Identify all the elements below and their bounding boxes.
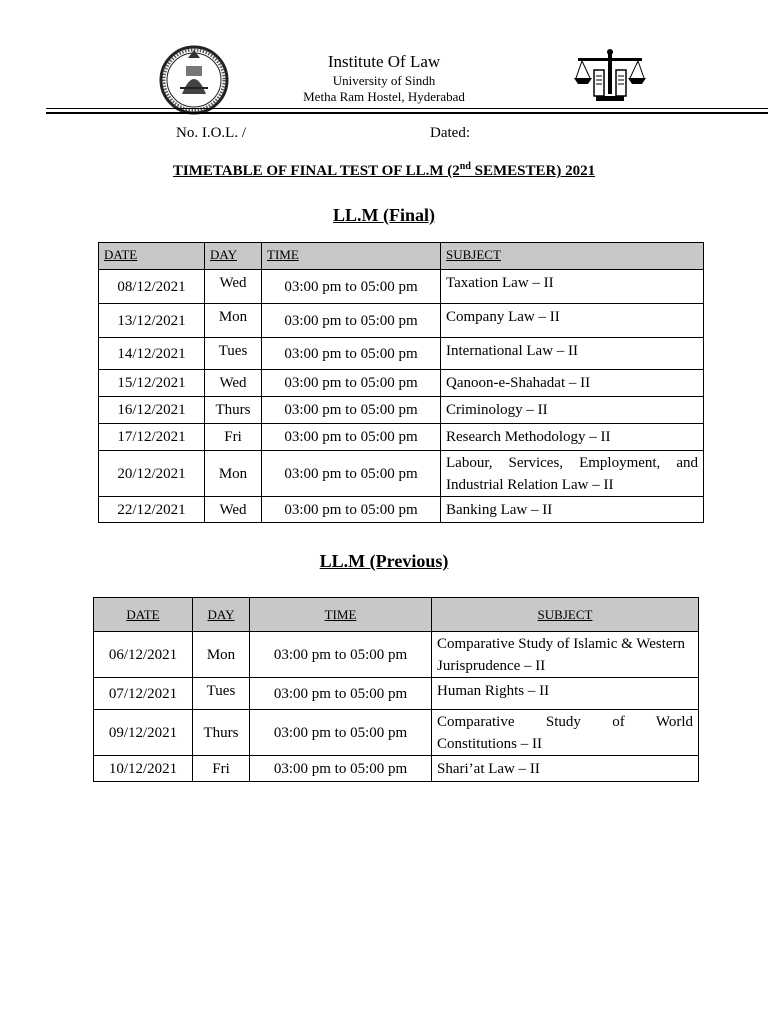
subject-cell: Research Methodology – II xyxy=(441,424,704,451)
time-cell: 03:00 pm to 05:00 pm xyxy=(262,270,441,304)
day-cell: Mon xyxy=(193,632,250,678)
date-cell: 22/12/2021 xyxy=(99,497,205,523)
document-title xyxy=(0,161,768,180)
col-header-date: DATE xyxy=(94,598,193,632)
day-cell: Wed xyxy=(205,370,262,397)
table-row xyxy=(99,304,704,338)
day-cell: Mon xyxy=(205,304,262,338)
subject-cell: Qanoon-e-Shahadat – II xyxy=(441,370,704,397)
table-row xyxy=(94,756,699,782)
time-cell: 03:00 pm to 05:00 pm xyxy=(262,304,441,338)
table-header-row xyxy=(94,598,699,632)
table-row xyxy=(94,710,699,756)
time-cell: 03:00 pm to 05:00 pm xyxy=(250,678,432,710)
time-cell: 03:00 pm to 05:00 pm xyxy=(262,424,441,451)
subject-cell: Company Law – II xyxy=(441,304,704,338)
col-header-date: DATE xyxy=(99,243,205,270)
table-row xyxy=(99,451,704,497)
subject-cell: Comparative Study of World Constitutions – II xyxy=(432,710,699,756)
date-cell: 06/12/2021 xyxy=(94,632,193,678)
col-header-time: TIME xyxy=(250,598,432,632)
title-part-2: SEMESTER) 2021 xyxy=(470,163,596,179)
time-cell: 03:00 pm to 05:00 pm xyxy=(250,710,432,756)
llm-previous-table xyxy=(93,597,699,782)
subject-cell: Labour, Services, Employment, and Industrial Relation Law – II xyxy=(441,451,704,497)
title-part-1: TIMETABLE OF FINAL TEST OF LL.M (2 xyxy=(172,163,460,179)
title-superscript: nd xyxy=(459,161,471,172)
time-cell: 03:00 pm to 05:00 pm xyxy=(262,370,441,397)
subject-cell: Taxation Law – II xyxy=(441,270,704,304)
institute-address: Metha Ram Hostel, Hyderabad xyxy=(303,89,465,104)
reference-number: No. I.O.L. / xyxy=(176,125,246,141)
col-header-day: DAY xyxy=(193,598,250,632)
table-row xyxy=(99,497,704,523)
time-cell: 03:00 pm to 05:00 pm xyxy=(250,756,432,782)
day-cell: Wed xyxy=(205,497,262,523)
llm-previous-heading: LL.M (Previous) xyxy=(319,551,449,571)
table-row xyxy=(99,338,704,370)
date-cell: 20/12/2021 xyxy=(99,451,205,497)
date-cell: 14/12/2021 xyxy=(99,338,205,370)
date-cell: 16/12/2021 xyxy=(99,397,205,424)
table-row xyxy=(99,397,704,424)
time-cell: 03:00 pm to 05:00 pm xyxy=(250,632,432,678)
subject-cell: Banking Law – II xyxy=(441,497,704,523)
subject-cell: Shari’at Law – II xyxy=(432,756,699,782)
day-cell: Mon xyxy=(205,451,262,497)
date-cell: 10/12/2021 xyxy=(94,756,193,782)
day-cell: Fri xyxy=(193,756,250,782)
time-cell: 03:00 pm to 05:00 pm xyxy=(262,338,441,370)
table-row xyxy=(94,678,699,710)
time-cell: 03:00 pm to 05:00 pm xyxy=(262,497,441,523)
date-cell: 07/12/2021 xyxy=(94,678,193,710)
day-cell: Wed xyxy=(205,270,262,304)
llm-final-heading: LL.M (Final) xyxy=(333,205,435,225)
table-row xyxy=(99,424,704,451)
time-cell: 03:00 pm to 05:00 pm xyxy=(262,397,441,424)
day-cell: Thurs xyxy=(193,710,250,756)
table-row xyxy=(94,632,699,678)
col-header-day: DAY xyxy=(205,243,262,270)
date-cell: 17/12/2021 xyxy=(99,424,205,451)
header-divider-thin xyxy=(46,108,768,109)
time-cell: 03:00 pm to 05:00 pm xyxy=(262,451,441,497)
date-cell: 13/12/2021 xyxy=(99,304,205,338)
date-cell: 08/12/2021 xyxy=(99,270,205,304)
date-cell: 15/12/2021 xyxy=(99,370,205,397)
subject-cell: International Law – II xyxy=(441,338,704,370)
col-header-subject: SUBJECT xyxy=(432,598,699,632)
table-row xyxy=(99,270,704,304)
day-cell: Thurs xyxy=(205,397,262,424)
day-cell: Fri xyxy=(205,424,262,451)
table-header-row xyxy=(99,243,704,270)
date-cell: 09/12/2021 xyxy=(94,710,193,756)
day-cell: Tues xyxy=(205,338,262,370)
header-divider-thick xyxy=(46,112,768,114)
day-cell: Tues xyxy=(193,678,250,710)
subject-cell: Human Rights – II xyxy=(432,678,699,710)
llm-final-table xyxy=(98,242,704,523)
col-header-subject: SUBJECT xyxy=(441,243,704,270)
subject-cell: Comparative Study of Islamic & Western Jurisprudence – II xyxy=(432,632,699,678)
table-row xyxy=(99,370,704,397)
institute-name: Institute Of Law xyxy=(327,52,441,71)
col-header-time: TIME xyxy=(262,243,441,270)
subject-cell: Criminology – II xyxy=(441,397,704,424)
dated-label: Dated: xyxy=(430,125,470,141)
university-name: University of Sindh xyxy=(332,73,436,88)
